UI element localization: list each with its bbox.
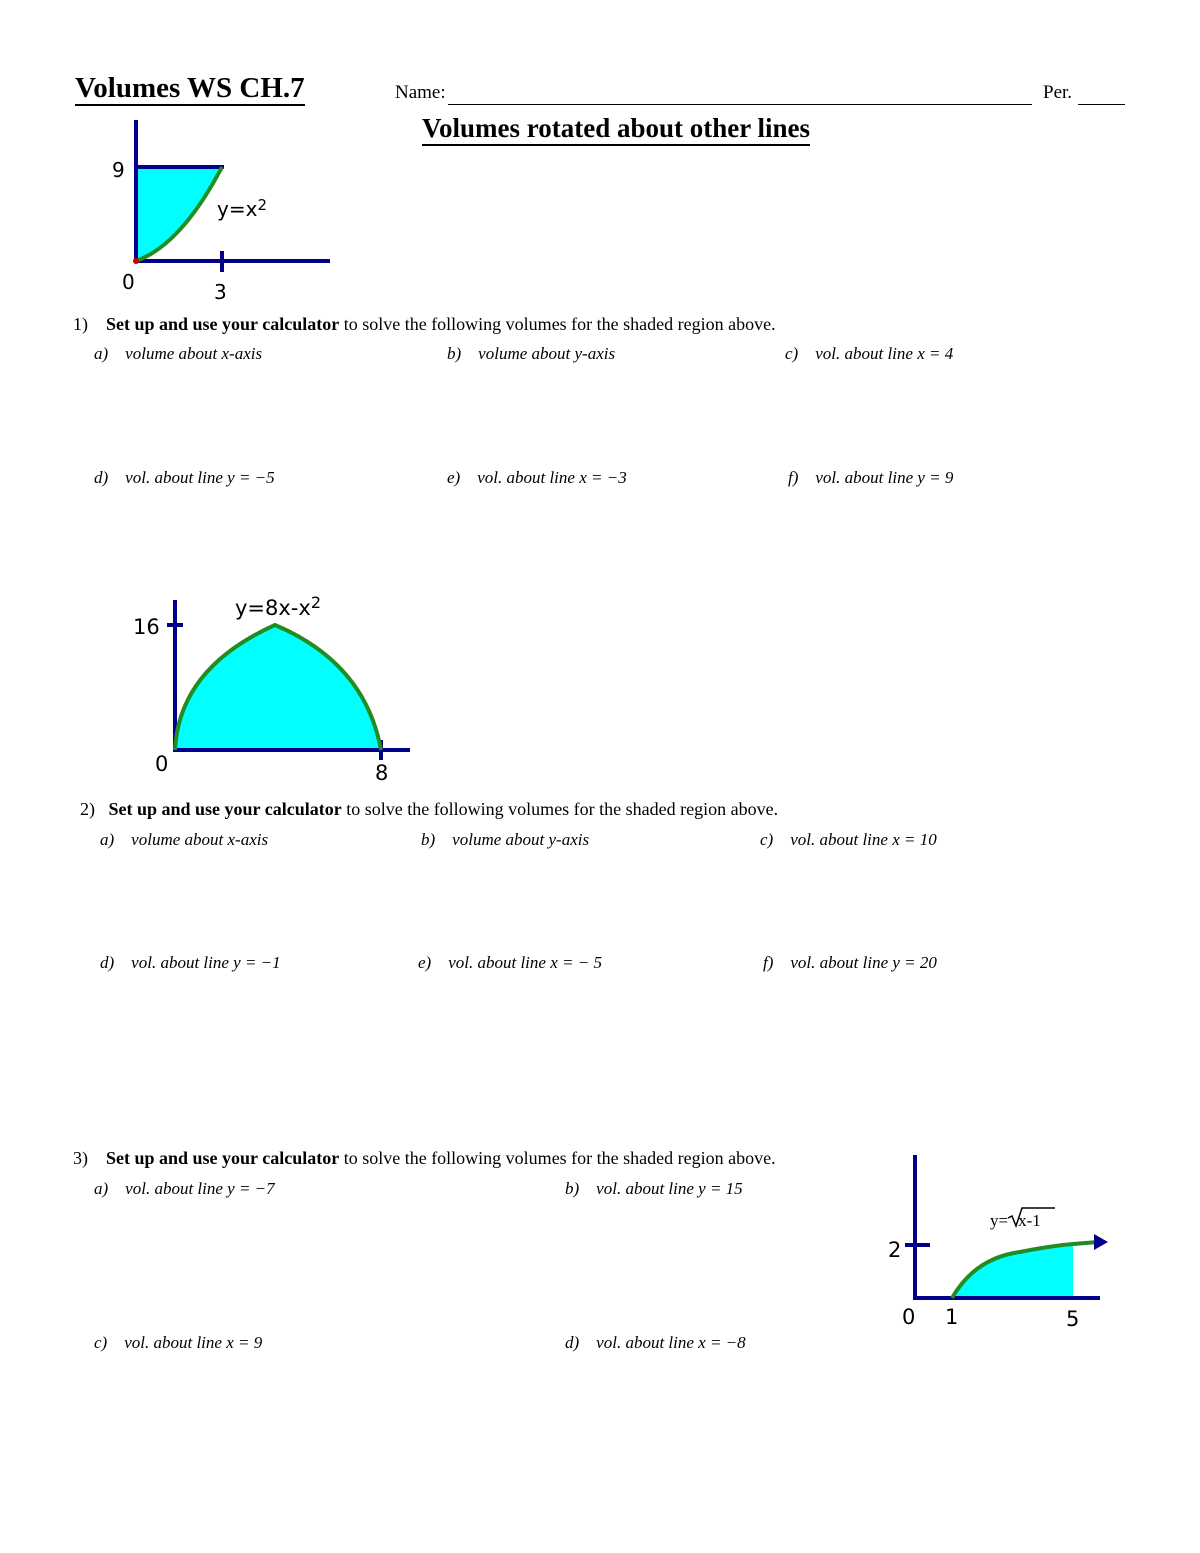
problem-2c: c) vol. about line x = 10 bbox=[760, 830, 937, 849]
problem-2f: f) vol. about line y = 20 bbox=[763, 953, 937, 972]
problem-2a: a) volume about x-axis bbox=[100, 830, 269, 849]
x-tick-label: 3 bbox=[214, 280, 227, 304]
shaded-region bbox=[136, 167, 222, 261]
name-label: Name: bbox=[395, 82, 446, 103]
problem-3d: d) vol. about line x = −8 bbox=[565, 1333, 746, 1352]
x-tick-label-1: 1 bbox=[945, 1305, 959, 1329]
problem-1c: c) vol. about line x = 4 bbox=[785, 344, 954, 363]
shaded-region bbox=[175, 625, 381, 750]
y-tick-label: 16 bbox=[133, 615, 160, 639]
graph-3 bbox=[870, 1150, 1120, 1340]
problem-1f: f) vol. about line y = 9 bbox=[788, 468, 954, 487]
arrow-icon bbox=[1094, 1234, 1108, 1250]
graph-1 bbox=[100, 115, 340, 310]
origin-dot bbox=[133, 258, 139, 264]
problem-1e: e) vol. about line x = −3 bbox=[447, 468, 627, 487]
problem-3c: c) vol. about line x = 9 bbox=[94, 1333, 263, 1352]
problem-3b: b) vol. about line y = 15 bbox=[565, 1179, 743, 1198]
name-blank[interactable] bbox=[448, 104, 1032, 105]
problem-2-instructions: 2) Set up and use your calculator to solve the following volumes for the shaded region above. bbox=[80, 799, 779, 819]
curve-label: y= x-1 bbox=[990, 1211, 1041, 1230]
problem-1a: a) volume about x-axis bbox=[94, 344, 263, 363]
problem-1-instructions: 1) Set up and use your calculator to solve the following volumes for the shaded region above. bbox=[73, 314, 776, 334]
x-tick-label-5: 5 bbox=[1066, 1307, 1080, 1331]
y-tick-label: 2 bbox=[888, 1238, 902, 1262]
graph-2 bbox=[125, 588, 425, 788]
y-tick-label: 9 bbox=[112, 158, 125, 182]
problem-2d: d) vol. about line y = −1 bbox=[100, 953, 281, 972]
problem-1d: d) vol. about line y = −5 bbox=[94, 468, 275, 487]
problem-2b: b) volume about y-axis bbox=[421, 830, 590, 849]
origin-label: 0 bbox=[122, 270, 135, 294]
origin-label: 0 bbox=[155, 752, 169, 776]
period-label: Per. bbox=[1043, 82, 1073, 103]
worksheet-title: Volumes WS CH.7 bbox=[75, 72, 305, 104]
subtitle: Volumes rotated about other lines bbox=[422, 112, 810, 146]
curve-label: $y=8x-x^2$ bbox=[235, 593, 322, 620]
origin-label: 0 bbox=[902, 1305, 916, 1329]
problem-1b: b) volume about y-axis bbox=[447, 344, 616, 363]
x-tick-label: 8 bbox=[375, 761, 389, 785]
problem-3-instructions: 3) Set up and use your calculator to solve the following volumes for the shaded region above. bbox=[73, 1148, 776, 1168]
problem-2e: e) vol. about line x = − 5 bbox=[418, 953, 602, 972]
curve-label: $y=x^2$ bbox=[217, 196, 267, 221]
period-blank[interactable] bbox=[1078, 104, 1125, 105]
problem-3a: a) vol. about line y = −7 bbox=[94, 1179, 275, 1198]
